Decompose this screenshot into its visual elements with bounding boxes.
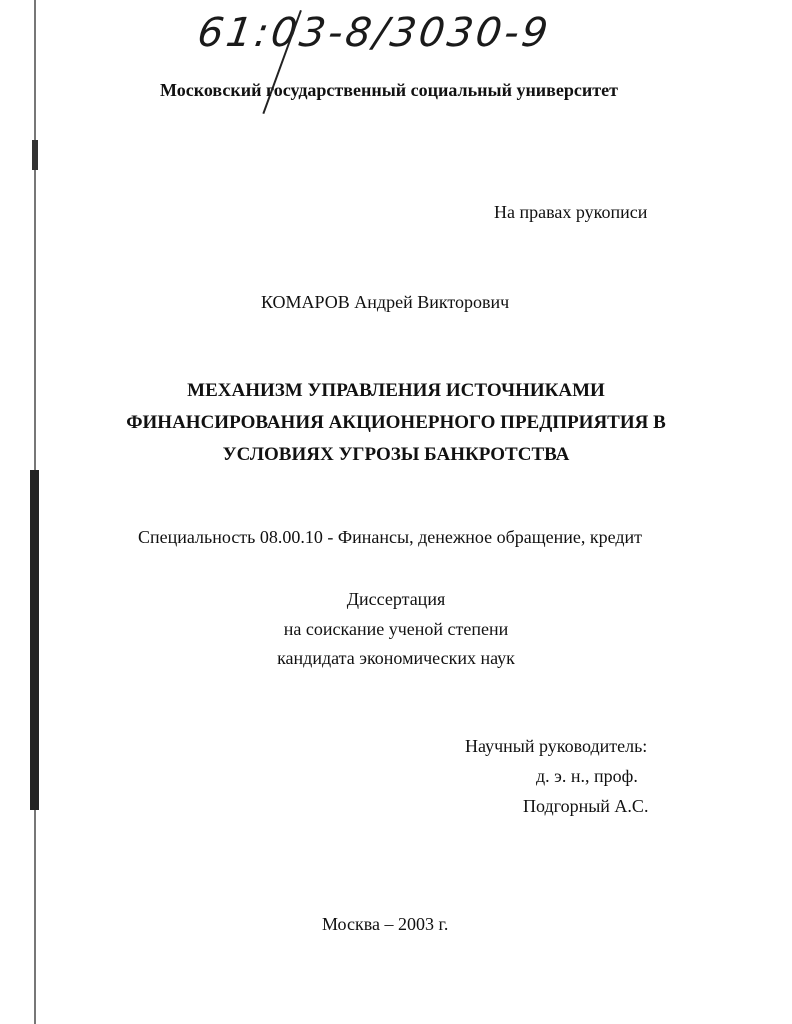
manuscript-note: На правах рукописи <box>494 202 648 222</box>
supervisor-label: Научный руководитель: <box>465 736 648 756</box>
scan-edge <box>28 0 42 1024</box>
specialty: Специальность 08.00.10 - Финансы, денежное обращение, кредит <box>138 527 643 547</box>
handwritten-code: 61:03-8/3030-9 <box>194 10 554 56</box>
university-name: Московский государственный социальный университет <box>160 80 618 100</box>
dissertation-title <box>0 375 792 471</box>
supervisor-name: Подгорный А.С. <box>523 796 649 816</box>
degree-line: Диссертация <box>346 589 446 609</box>
degree-line: на соискание ученой степени <box>283 619 509 639</box>
author-name: КОМАРОВ Андрей Викторович <box>261 292 510 312</box>
title-line: УСЛОВИЯХ УГРОЗЫ БАНКРОТСТВА <box>222 444 570 465</box>
degree-line: кандидата экономических наук <box>277 648 515 668</box>
city-year: Москва – 2003 г. <box>322 914 449 934</box>
supervisor-degree: д. э. н., проф. <box>536 766 638 786</box>
title-line: МЕХАНИЗМ УПРАВЛЕНИЯ ИСТОЧНИКАМИ <box>187 380 605 401</box>
title-line: ФИНАНСИРОВАНИЯ АКЦИОНЕРНОГО ПРЕДПРИЯТИЯ В <box>126 412 666 433</box>
